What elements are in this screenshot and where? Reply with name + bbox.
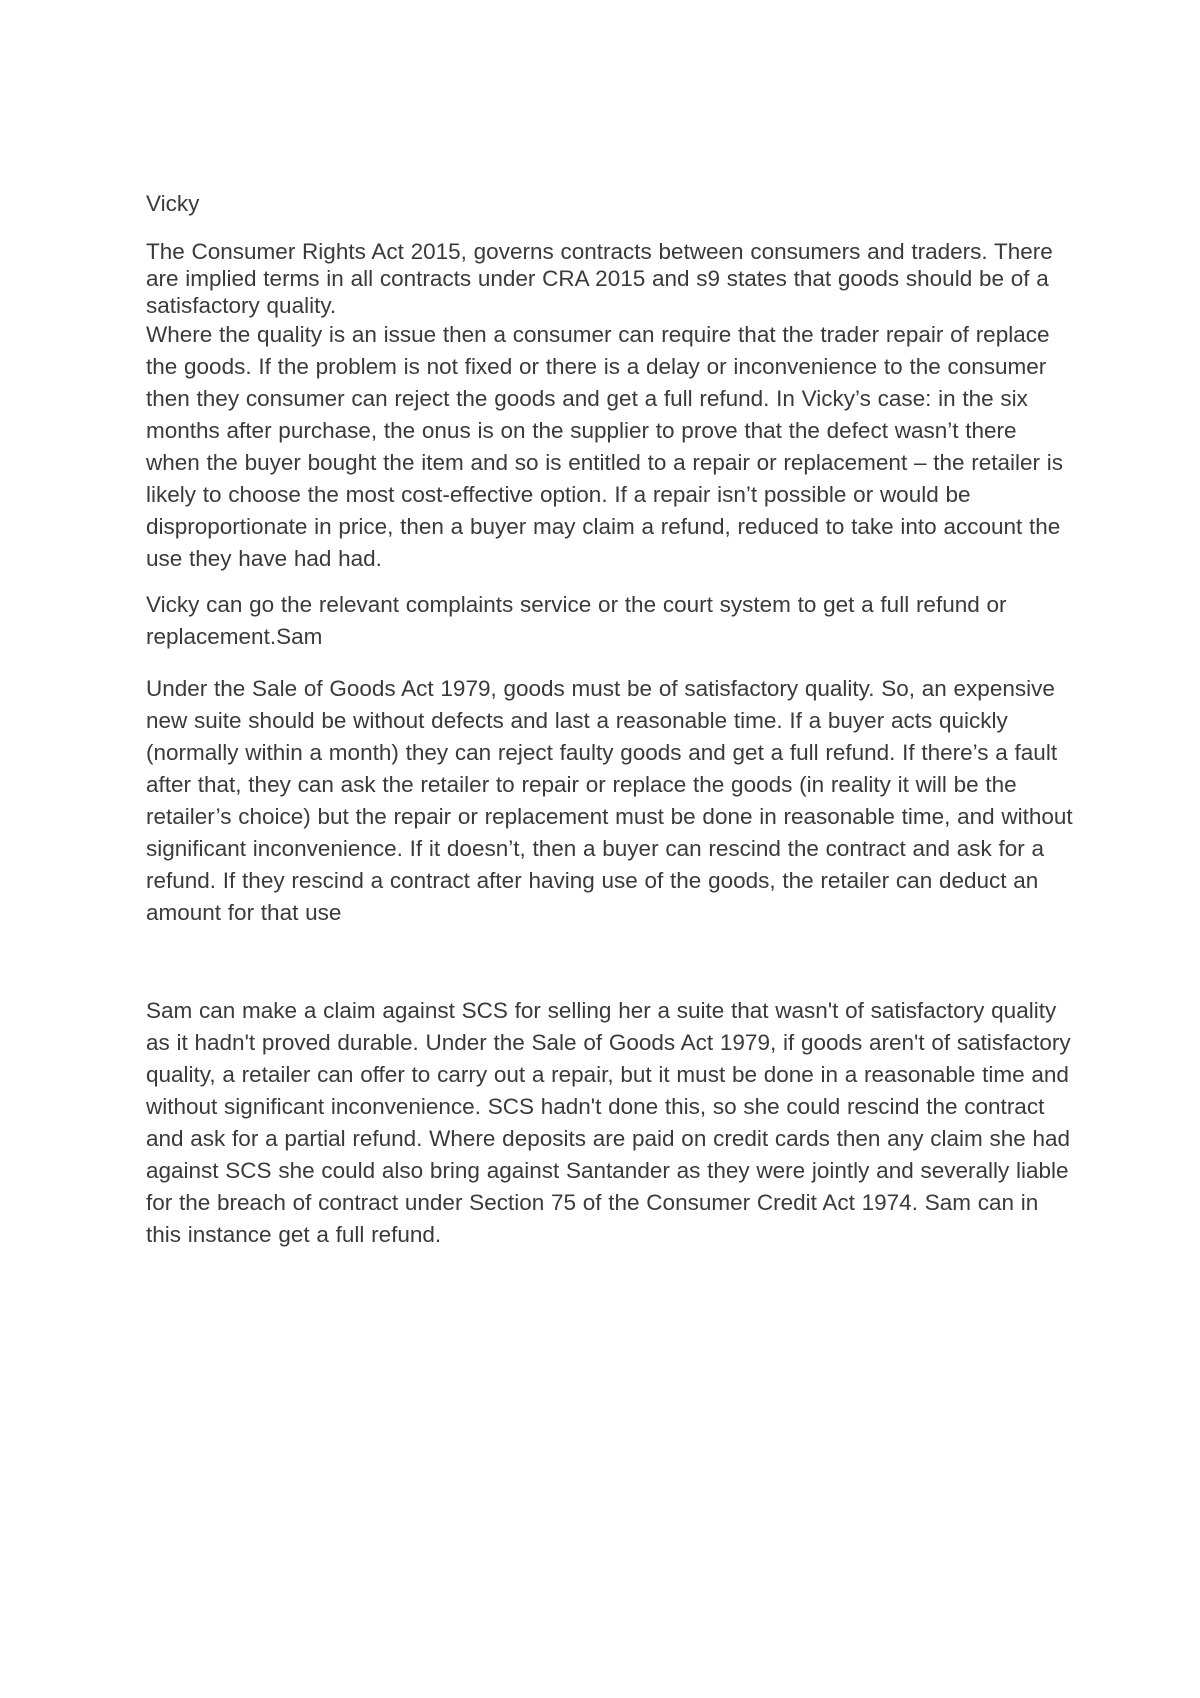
paragraph-sam-claim: Sam can make a claim against SCS for selling her a suite that wasn't of satisfactory quality as it hadn't proved durable. Under the Sale of Goods Act 1979, if goods aren't of satisfactory quality, a retailer can offer to carry out a repair, but it must be done in a reasonable time and without significant inconvenience. SCS hadn't done this, so she could rescind the contract and ask for a partial refund. Where deposits are paid on credit cards then any claim she had against SCS she could also bring against Santander as they were jointly and severally liable for the breach of contract under Section 75 of the Consumer Credit Act 1974. Sam can in this instance get a full refund.	[146, 998, 1071, 1247]
paragraph-vicky-remedy: Vicky can go the relevant complaints service or the court system to get a full refund or replacement.Sam	[146, 592, 1007, 649]
paragraph-quality-issue: Where the quality is an issue then a consumer can require that the trader repair of replace the goods. If the problem is not fixed or there is a delay or inconvenience to the consumer then they consumer can reject the goods and get a full refund. In Vicky’s case: in the six months after purchase, the onus is on the supplier to prove that the defect wasn’t there when the buyer bought the item and so is entitled to a repair or replacement – the retailer is likely to choose the most cost-effective option. If a repair isn’t possible or would be disproportionate in price, then a buyer may claim a refund, reduced to take into account the use they have had had.	[146, 322, 1064, 571]
document-body	[146, 190, 1076, 1251]
paragraph-sale-of-goods: Under the Sale of Goods Act 1979, goods must be of satisfactory quality. So, an expensive new suite should be without defects and last a reasonable time. If a buyer acts quickly (normally within a month) they can reject faulty goods and get a full refund. If there’s a fault after that, they can ask the retailer to repair or replace the goods (in reality it will be the retailer’s choice) but the repair or replacement must be done in reasonable time, and without significant inconvenience. If it doesn’t, then a buyer can rescind the contract and ask for a refund. If they rescind a contract after having use of the goods, the retailer can deduct an amount for that use	[146, 676, 1073, 925]
heading-vicky: Vicky	[146, 191, 200, 216]
paragraph-cra-intro: The Consumer Rights Act 2015, governs contracts between consumers and traders. There are implied terms in all contracts under CRA 2015 and s9 states that goods should be of a satisfactory quality.	[146, 239, 1053, 318]
